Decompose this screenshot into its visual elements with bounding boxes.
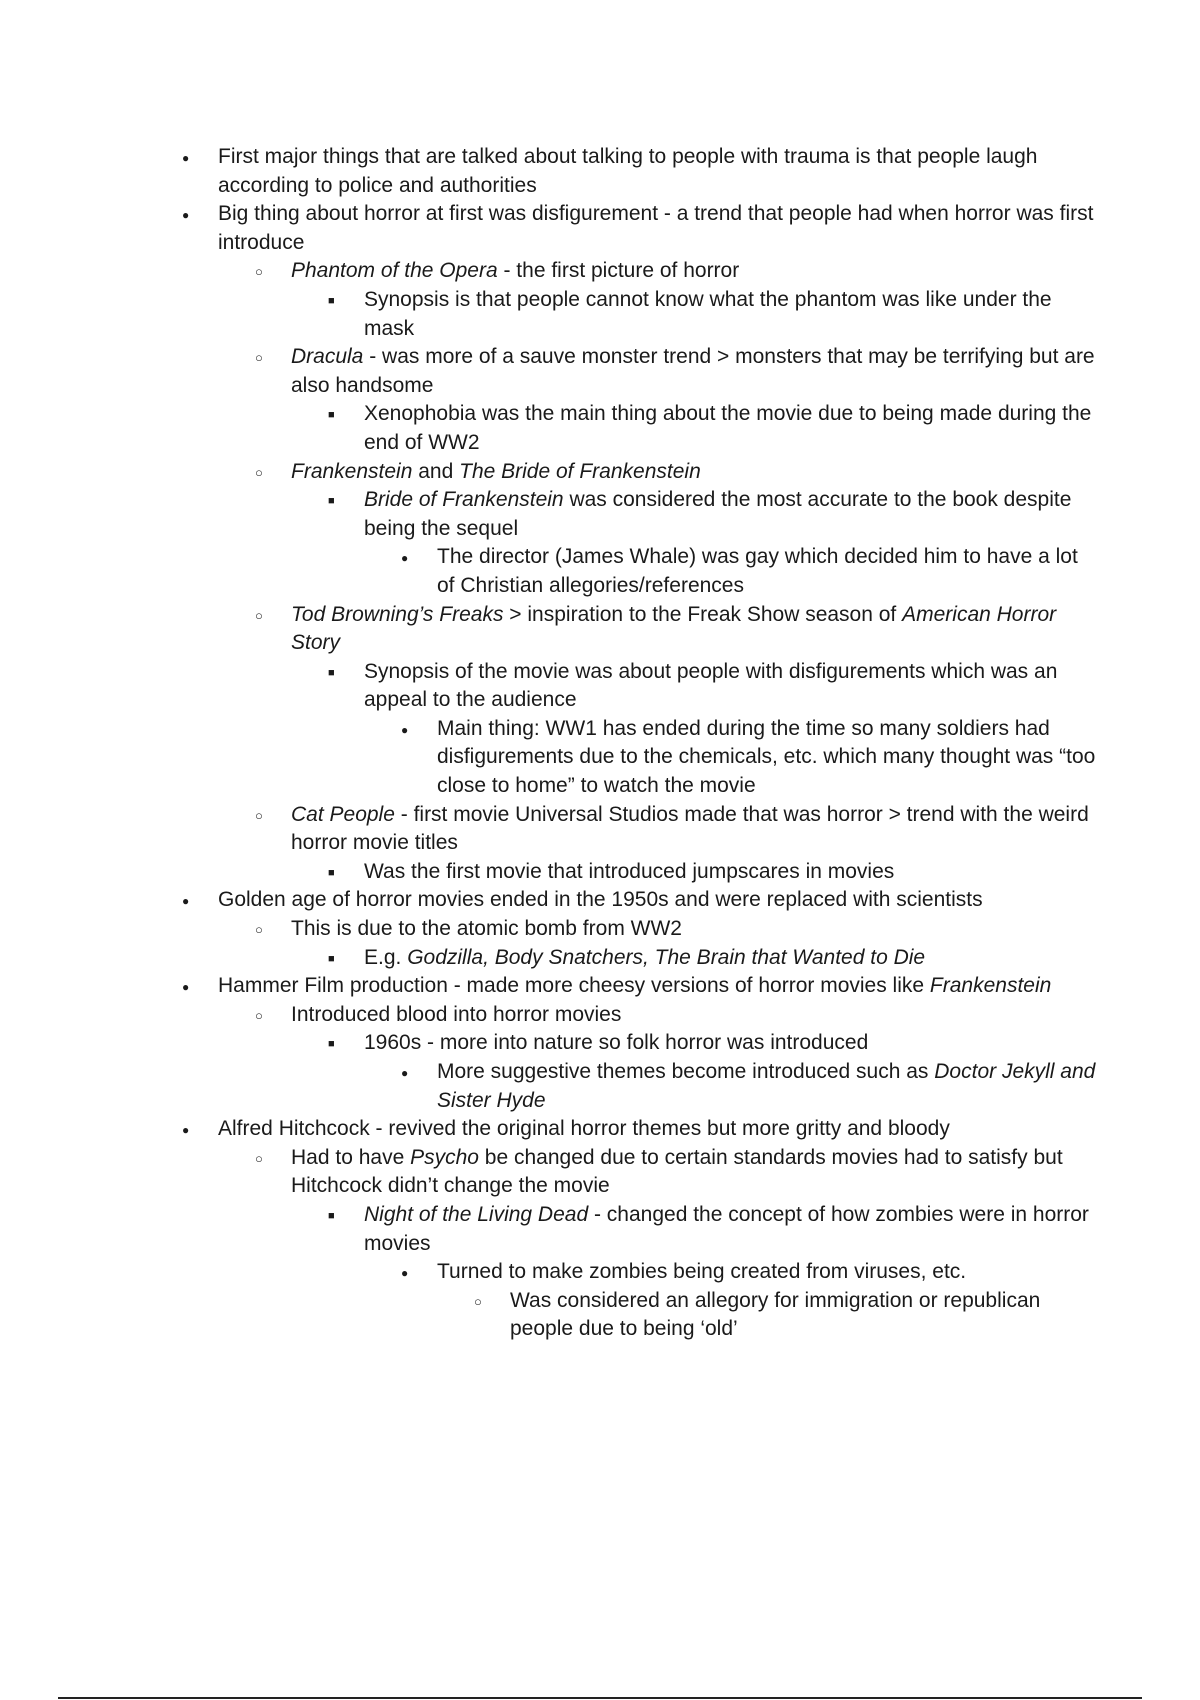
film-title: Frankenstein xyxy=(291,459,413,483)
list-item xyxy=(437,1258,1098,1344)
list-item xyxy=(291,801,1098,887)
item-text: Turned to make zombies being created from viruses, etc. xyxy=(437,1260,967,1284)
list-item xyxy=(218,886,1098,972)
item-text: Big thing about horror at first was disfigurement - a trend that people had when horror was first introduce xyxy=(218,202,1094,254)
sublist xyxy=(364,543,1098,600)
item-text: Main thing: WW1 has ended during the time so many soldiers had disfigurements due to the chemicals, etc. which many thought was “too close to home” to watch the movie xyxy=(437,716,1096,798)
film-title: Phantom of the Opera xyxy=(291,259,498,283)
film-title: Doctor Jekyll and Sister Hyde xyxy=(437,1060,1096,1112)
sublist xyxy=(291,486,1098,600)
list-item xyxy=(364,944,1098,973)
list-item xyxy=(218,143,1098,200)
sublist xyxy=(437,1287,1098,1344)
list-item xyxy=(218,972,1098,1115)
film-title: Dracula xyxy=(291,345,364,369)
list-item xyxy=(291,601,1098,801)
list-item xyxy=(218,1115,1098,1344)
item-text: Hammer Film production - made more cheesy versions of horror movies like xyxy=(218,974,930,998)
list-item xyxy=(437,715,1098,801)
list-item xyxy=(364,858,1098,887)
item-text: - first movie Universal Studios made that was horror > trend with the weird horror movie titles xyxy=(291,802,1089,855)
film-titles: Godzilla, Body Snatchers, The Brain that Wanted to Die xyxy=(407,945,926,969)
list-item xyxy=(510,1287,1098,1344)
item-text: Alfred Hitchcock - revived the original horror themes but more gritty and bloody xyxy=(218,1117,950,1141)
list-item xyxy=(364,1201,1098,1344)
list-item xyxy=(291,1001,1098,1115)
item-text: - changed the concept of how zombies were in horror movies xyxy=(364,1202,1089,1255)
item-text: Xenophobia was the main thing about the movie due to being made during the end of WW2 xyxy=(364,402,1092,454)
film-title: Frankenstein xyxy=(929,974,1052,998)
item-text: The director (James Whale) was gay which decided him to have a lot of Christian allegories/references xyxy=(437,545,1078,597)
show-title: American Horror Story xyxy=(291,602,1057,655)
sublist xyxy=(364,1258,1098,1344)
film-title: Bride of Frankenstein xyxy=(364,488,564,512)
list-item xyxy=(364,286,1098,343)
sublist xyxy=(364,715,1098,801)
sublist xyxy=(218,1144,1098,1344)
item-text: Was considered an allegory for immigration or republican people due to being ‘old’ xyxy=(510,1288,1041,1341)
list-item xyxy=(364,1029,1098,1115)
list-item xyxy=(218,200,1098,886)
sublist xyxy=(291,858,1098,887)
item-text: Synopsis is that people cannot know what the phantom was like under the mask xyxy=(364,287,1052,340)
list-item xyxy=(364,400,1098,457)
list-item xyxy=(291,1144,1098,1344)
item-text: Had to have xyxy=(291,1145,411,1169)
item-text: 1960s - more into nature so folk horror was introduced xyxy=(364,1031,869,1055)
list-item xyxy=(291,343,1098,457)
item-text: Was the first movie that introduced jumpscares in movies xyxy=(364,859,895,883)
item-text: > inspiration to the Freak Show season of xyxy=(503,602,903,626)
item-text: More suggestive themes become introduced such as xyxy=(437,1060,935,1083)
footer-divider xyxy=(58,1697,1142,1699)
sublist xyxy=(291,944,1098,973)
list-item xyxy=(364,658,1098,801)
film-title: Night of the Living Dead xyxy=(364,1202,589,1226)
item-text: was considered the most accurate to the book despite being the sequel xyxy=(364,488,1072,540)
list-item xyxy=(437,1058,1098,1115)
list-item xyxy=(291,915,1098,972)
list-item xyxy=(291,257,1098,343)
item-text: Synopsis of the movie was about people with disfigurements which was an appeal to the audience xyxy=(364,659,1058,712)
sublist xyxy=(291,658,1098,801)
film-title: Tod Browning’s Freaks xyxy=(291,602,504,626)
sublist xyxy=(218,257,1098,886)
film-title: The Bride of Frankenstein xyxy=(459,459,701,483)
item-text: E.g. xyxy=(364,945,408,969)
list-item xyxy=(291,458,1098,601)
sublist xyxy=(291,1029,1098,1115)
sublist xyxy=(291,1201,1098,1344)
film-title: Cat People xyxy=(291,802,395,826)
item-text: and xyxy=(412,459,460,483)
sublist xyxy=(218,915,1098,972)
film-title: Psycho xyxy=(410,1145,479,1169)
list-item xyxy=(364,486,1098,600)
notes-list xyxy=(218,143,1098,1344)
item-text: - the first picture of horror xyxy=(497,259,740,283)
item-text: First major things that are talked about talking to people with trauma is that people laugh according to police and authorities xyxy=(218,145,1038,197)
sublist xyxy=(218,1001,1098,1115)
item-text: This is due to the atomic bomb from WW2 xyxy=(291,917,682,941)
sublist xyxy=(291,400,1098,457)
list-item xyxy=(437,543,1098,600)
sublist xyxy=(364,1058,1098,1115)
item-text: be changed due to certain standards movies had to satisfy but Hitchcock didn’t change the movie xyxy=(291,1145,1063,1198)
item-text: Golden age of horror movies ended in the 1950s and were replaced with scientists xyxy=(218,888,983,912)
item-text: - was more of a sauve monster trend > monsters that may be terrifying but are also handsome xyxy=(291,345,1095,397)
sublist xyxy=(291,286,1098,343)
item-text: Introduced blood into horror movies xyxy=(291,1002,622,1026)
